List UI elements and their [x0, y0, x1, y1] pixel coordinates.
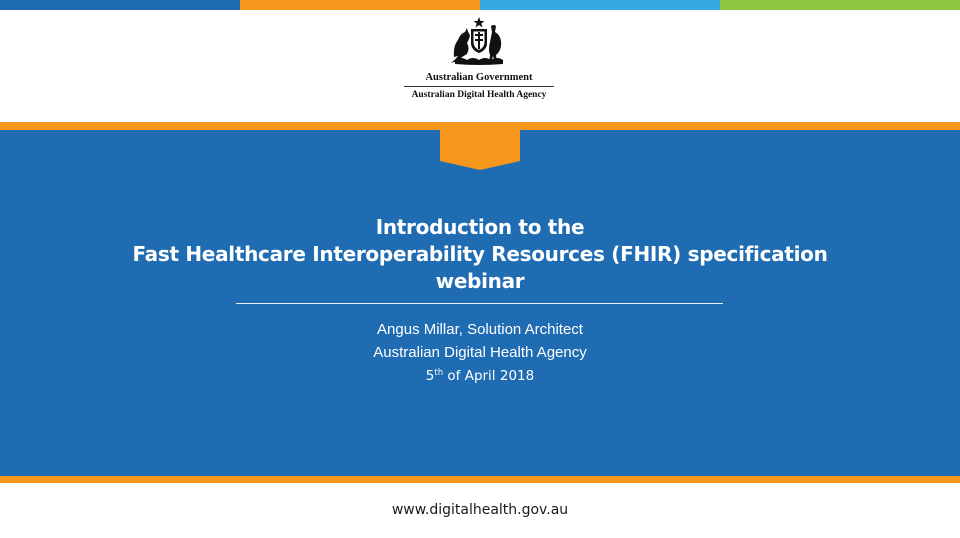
date-rest: of April 2018	[443, 368, 535, 384]
top-bar-orange	[240, 0, 480, 10]
slide-title	[60, 214, 900, 295]
presenter-block	[180, 318, 780, 364]
agency-name: Australian Digital Health Agency	[411, 90, 547, 100]
presenter-organisation: Australian Digital Health Agency	[373, 344, 587, 361]
footer-url[interactable]: www.digitalhealth.gov.au	[391, 502, 569, 518]
government-name: Australian Government	[425, 72, 533, 83]
title-divider	[236, 303, 723, 304]
coat-of-arms-icon	[445, 16, 513, 66]
date-suffix: th	[434, 368, 444, 378]
title-line-3: webinar	[435, 269, 525, 293]
orange-band-bottom	[0, 476, 960, 483]
title-line-1: Introduction to the	[375, 215, 585, 239]
top-bar-green	[720, 0, 960, 10]
top-color-bar	[0, 0, 960, 10]
top-bar-blue	[0, 0, 240, 10]
presentation-date	[180, 368, 780, 384]
top-bar-light-blue	[480, 0, 720, 10]
orange-band-top	[0, 122, 960, 130]
title-line-2: Fast Healthcare Interoperability Resources (FHIR) specification	[132, 242, 828, 266]
chevron-down-icon	[440, 130, 520, 170]
presenter-name-role: Angus Millar, Solution Architect	[377, 321, 583, 338]
date-day: 5	[425, 368, 435, 384]
logo-divider	[404, 86, 554, 87]
